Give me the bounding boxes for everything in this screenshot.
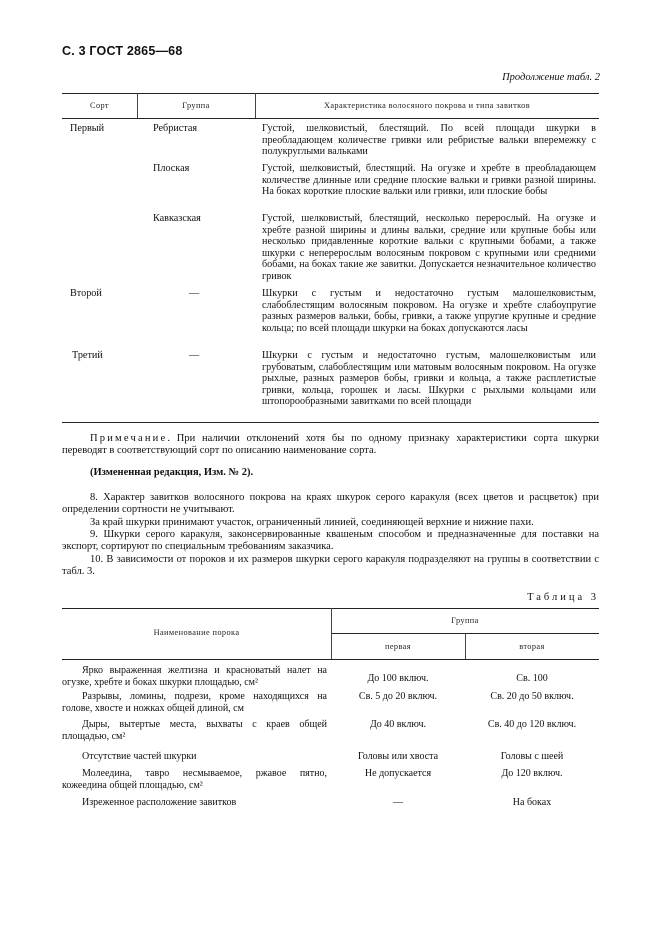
table-row-description: Густой, шелковистый, блестящий. По всей площади шкурки в преобладающем количестве гривки или ребристые вальки вперемежку с полукруглыми вальками xyxy=(262,123,596,158)
table-row-second: Головы с шеей xyxy=(500,751,564,762)
table-row-group: Ребристая xyxy=(153,123,198,134)
column-header-description: Характеристика волосяного покрова и типа завитков xyxy=(323,101,531,110)
table-row-description: Шкурки с густым и недостаточно густым, малошелковистым или грубоватым, слабоблестящим или матовым волосяным покровом. На огузке рыхлые, разных размеров бобы, гривки и кольца, а также расплетистые гривки, кольца, горошек и ласы. Шкурки с рыхлыми кольцами или штопорообразными завитками по всей площади xyxy=(262,350,596,408)
table-row-description: Шкурки с густым и недостаточно густым малошелковистым, слабоблестящим волосяным покровом. На огузке и хребте слабоупругие разных размеров вальки, бобы, гривки, а также упругие крупные и средние кольца; по всей площади шкурки на боках допускаются ласы xyxy=(262,288,596,334)
table-continuation-label: Продолжение табл. 2 xyxy=(502,72,600,83)
note-label: Примечание xyxy=(90,433,168,444)
table-row-defect: Изреженное расположение завитков xyxy=(82,797,237,808)
paragraph-10: 10. В зависимости от пороков и их размеров шкурки серого каракуля подразделяют на группы в соответствии с табл. 3. xyxy=(62,554,599,578)
table-row-group: Кавказская xyxy=(153,213,201,224)
paragraph-9: 9. Шкурки серого каракуля, законсервированные квашеным способом и предназначенные для поставки на экспорт, сортируют по специальным требованиям заказчика. xyxy=(62,529,599,553)
table-row-second: Св. 40 до 120 включ. xyxy=(487,719,577,730)
table-row-first: До 40 включ. xyxy=(369,719,426,730)
table-row-sort: Первый xyxy=(70,123,105,134)
table-row-description: Густой, шелковистый, блестящий. На огузке и хребте в преобладающем количестве длинные или средние плоские вальки и гривки разной ширины. На боках короткие плоские вальки или гривки, или плоские бобы xyxy=(262,163,596,198)
table-note xyxy=(62,433,599,457)
table-header-rule xyxy=(62,659,599,660)
table-row-first: До 100 включ. xyxy=(367,673,429,684)
table-row-second: Св. 20 до 50 включ. xyxy=(490,691,574,702)
table-row-second: Св. 100 xyxy=(516,673,548,684)
table-row-sort: Третий xyxy=(72,350,103,361)
paragraph-8: 8. Характер завитков волосяного покрова на краях шкурок серого каракуля (всех цветов и расцветок) при определении сортности не учитывают. xyxy=(62,492,599,516)
table-row-second: До 120 включ. xyxy=(501,768,563,779)
table-row-defect: Отсутствие частей шкурки xyxy=(82,751,197,762)
revision-note: (Измененная редакция, Изм. № 2). xyxy=(90,467,254,478)
table-row-first: — xyxy=(393,797,403,808)
column-header-group: Группа xyxy=(451,616,479,625)
table-row-defect: Дыры, вытертые места, выхваты с краев общей площадью, см² xyxy=(62,719,327,742)
page-header: С. 3 ГОСТ 2865—68 xyxy=(62,44,183,58)
table-row-group: — xyxy=(189,350,200,361)
column-header-first: первая xyxy=(385,642,411,651)
table-row-second: На боках xyxy=(512,797,552,808)
table-row-first: Не допускается xyxy=(364,768,432,779)
table-row-sort: Второй xyxy=(70,288,102,299)
table-top-rule xyxy=(62,93,599,94)
table-row-group: Плоская xyxy=(153,163,190,174)
table-row-defect: Молеедина, тавро несмываемое, ржавое пятно, кожеедина общей площадью, см² xyxy=(62,768,327,791)
table-row-group: — xyxy=(189,288,200,299)
table-row-defect: Ярко выраженная желтизна и красноватый налет на огузке, хребте и боках шкурки площадью, см² xyxy=(62,665,327,688)
column-header-group: Группа xyxy=(182,101,210,110)
table-header-rule xyxy=(62,118,599,119)
table-3-title: Таблица 3 xyxy=(527,592,599,603)
table-row-defect: Разрывы, ломины, подрези, кроме находящихся на голове, хвосте и ножках общей длиной, см xyxy=(62,691,327,714)
table-row-first: Головы или хвоста xyxy=(357,751,439,762)
note-text: . При наличии отклонений хотя бы по одному признаку характеристики сорта шкурки переводят в соответствующий сорт по описанию наименование сорта. xyxy=(62,433,599,457)
column-header-second: вторая xyxy=(519,642,545,651)
column-header-defect: Наименование порока xyxy=(153,628,240,637)
column-header-sort: Сорт xyxy=(90,101,109,110)
table-row-first: Св. 5 до 20 включ. xyxy=(358,691,438,702)
table-bottom-rule xyxy=(62,422,599,423)
table-row-description: Густой, шелковистый, блестящий, несколько перерослый. На огузке и хребте разной ширины и длины вальки, средние или крупные бобы или несколько придавленные короткие вальки с крупными бобами, а также шкурки с неперерослым волосяным покровом с крупными или средними бобами, на боках такие же завитки. Допускается незначительное количество гривок xyxy=(262,213,596,282)
paragraph-8-edge: За край шкурки принимают участок, ограниченный линией, соединяющей верхние и нижние пахи. xyxy=(90,517,534,528)
